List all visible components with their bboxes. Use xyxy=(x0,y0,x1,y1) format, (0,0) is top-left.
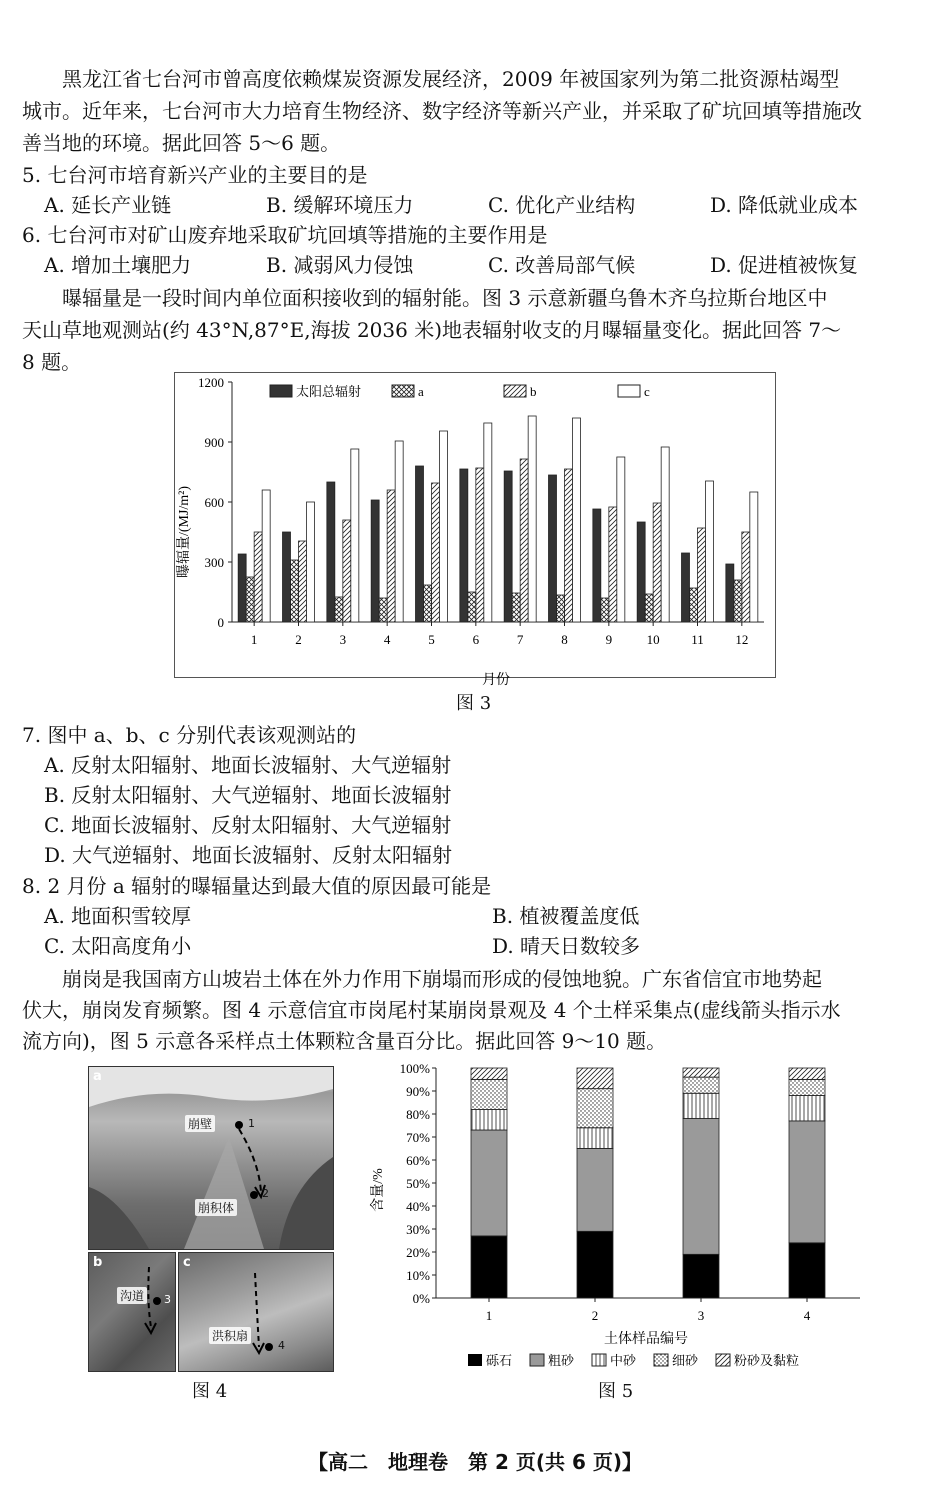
figure-3-chart xyxy=(174,372,776,688)
q6-stem: 6. 七台河市对矿山废弃地采取矿坑回填等措施的主要作用是 xyxy=(22,223,548,247)
fig3-bar-b-4 xyxy=(387,490,395,622)
fig3-y-tick-label: 600 xyxy=(204,495,224,510)
fig3-bar-total-7 xyxy=(504,471,512,622)
fig5-y-tick-label: 50% xyxy=(406,1176,430,1191)
fig4-point-3: 3 xyxy=(164,1293,171,1306)
fig3-bar-c-1 xyxy=(262,490,270,622)
fig3-bar-a-1 xyxy=(246,577,254,622)
passage1-line1: 黑龙江省七台河市曾高度依赖煤炭资源发展经济，2009 年被国家列为第二批资源枯竭型 xyxy=(62,67,840,91)
fig3-x-tick-label: 4 xyxy=(383,632,391,647)
fig3-bar-c-7 xyxy=(528,416,536,622)
fig3-bar-b-8 xyxy=(565,469,573,622)
fig3-x-tick-label: 3 xyxy=(339,632,347,647)
fig3-bar-c-4 xyxy=(395,441,403,622)
fig3-bar-a-3 xyxy=(335,597,343,622)
fig5-y-tick-label: 90% xyxy=(406,1084,430,1099)
fig3-x-tick-label: 5 xyxy=(428,632,435,647)
fig3-bar-b-2 xyxy=(299,541,307,622)
q5-options xyxy=(44,190,932,220)
q8-option-b: B. 植被覆盖度低 xyxy=(492,904,640,928)
fig5-bar-coarse-1 xyxy=(471,1130,507,1236)
fig5-bar-medium-2 xyxy=(577,1128,613,1149)
q6-option-c: C. 改善局部气候 xyxy=(488,253,636,277)
fig3-x-tick-label: 1 xyxy=(250,632,258,647)
fig3-bar-c-2 xyxy=(307,502,315,622)
fig3-bar-a-12 xyxy=(734,580,742,622)
fig4-point-1: 1 xyxy=(248,1117,255,1130)
q5-option-a: A. 延长产业链 xyxy=(44,193,172,217)
fig4-label-deposit: 崩积体 xyxy=(195,1199,237,1216)
fig5-legend-swatch-coarse xyxy=(530,1354,544,1366)
fig4-panel-b-letter: b xyxy=(93,1255,103,1270)
fig3-bar-c-8 xyxy=(573,418,581,622)
fig5-bar-fine-1 xyxy=(471,1080,507,1110)
q6-option-a: A. 增加土壤肥力 xyxy=(44,253,192,277)
fig4-label-gully: 沟道 xyxy=(117,1287,147,1304)
fig5-legend-swatch-fine xyxy=(654,1354,668,1366)
fig3-bar-b-12 xyxy=(742,532,750,622)
fig3-x-tick-label: 12 xyxy=(735,632,749,647)
q7-option-c: C. 地面长波辐射、反射太阳辐射、大气逆辐射 xyxy=(44,813,452,837)
figure-5-chart xyxy=(366,1060,866,1378)
fig3-bar-a-6 xyxy=(468,592,476,622)
q6-option-d: D. 促进植被恢复 xyxy=(710,253,859,277)
fig3-x-tick-label: 9 xyxy=(605,632,613,647)
q5-option-d: D. 降低就业成本 xyxy=(710,193,859,217)
q5-option-b: B. 缓解环境压力 xyxy=(266,193,414,217)
fig3-bar-a-9 xyxy=(601,598,609,622)
fig5-y-tick-label: 80% xyxy=(406,1107,430,1122)
fig3-bar-a-2 xyxy=(291,560,299,622)
fig3-bar-total-12 xyxy=(726,564,734,622)
fig3-bar-b-7 xyxy=(520,459,528,622)
passage2-line1: 曝辐量是一段时间内单位面积接收到的辐射能。图 3 示意新疆乌鲁木齐乌拉斯台地区中 xyxy=(62,286,828,310)
fig3-bar-total-10 xyxy=(637,522,645,622)
fig4-point-2: 2 xyxy=(262,1187,269,1200)
fig3-x-tick-label: 8 xyxy=(561,632,568,647)
fig4-photo-c xyxy=(178,1252,334,1372)
legend-swatch-a xyxy=(392,385,414,397)
q7-option-d: D. 大气逆辐射、地面长波辐射、反射太阳辐射 xyxy=(44,843,453,867)
fig5-y-tick-label: 60% xyxy=(406,1153,430,1168)
fig5-bar-gravel-4 xyxy=(789,1243,825,1298)
q5-option-c: C. 优化产业结构 xyxy=(488,193,636,217)
passage3-line1: 崩岗是我国南方山坡岩土体在外力作用下崩塌而形成的侵蚀地貌。广东省信宜市地势起 xyxy=(62,967,822,991)
fig5-legend-gravel: 砾石 xyxy=(486,1353,513,1368)
fig5-y-tick-label: 30% xyxy=(406,1222,430,1237)
fig3-x-tick-label: 10 xyxy=(646,632,660,647)
fig5-legend-fine: 细砂 xyxy=(672,1353,699,1368)
fig5-x-tick-label: 1 xyxy=(485,1308,493,1323)
fig3-bar-total-8 xyxy=(549,475,557,622)
fig3-y-tick-label: 900 xyxy=(204,435,224,450)
fig5-bar-medium-3 xyxy=(683,1093,719,1118)
fig3-bar-a-11 xyxy=(690,588,698,622)
legend-label-b: b xyxy=(530,384,537,399)
fig5-bar-silt-3 xyxy=(683,1068,719,1077)
fig5-legend-medium: 中砂 xyxy=(610,1353,637,1368)
fig5-y-tick-label: 40% xyxy=(406,1199,430,1214)
fig5-bar-gravel-3 xyxy=(683,1254,719,1298)
figure-4-caption: 图 4 xyxy=(192,1381,228,1402)
fig3-bar-c-10 xyxy=(661,447,669,622)
q8-option-d: D. 晴天日数较多 xyxy=(492,934,641,958)
fig3-bar-c-5 xyxy=(440,431,448,622)
fig5-bar-fine-4 xyxy=(789,1080,825,1096)
fig5-bar-silt-2 xyxy=(577,1068,613,1089)
fig3-bar-c-3 xyxy=(351,449,359,622)
legend-label-a: a xyxy=(418,384,424,399)
passage3-line2: 伏大，崩岗发育频繁。图 4 示意信宜市岗尾村某崩岗景观及 4 个土样采集点(虚线箭头指示水 xyxy=(22,998,841,1022)
fig5-bar-medium-1 xyxy=(471,1109,507,1130)
legend-swatch-c xyxy=(618,385,640,397)
legend-label-c: c xyxy=(644,384,650,399)
fig3-bar-b-1 xyxy=(254,532,262,622)
fig5-bar-coarse-4 xyxy=(789,1121,825,1243)
fig5-y-tick-label: 100% xyxy=(399,1061,430,1076)
fig3-y-tick-label: 0 xyxy=(217,615,224,630)
fig3-bar-total-11 xyxy=(682,553,690,622)
fig3-bar-c-6 xyxy=(484,423,492,622)
page-footer: 【高二 地理卷 第 2 页(共 6 页)】 xyxy=(308,1450,642,1474)
fig3-bar-b-11 xyxy=(698,528,706,622)
passage3-line3: 流方向)，图 5 示意各采样点土体颗粒含量百分比。据此回答 9～10 题。 xyxy=(22,1029,667,1053)
fig4-point-4: 4 xyxy=(278,1339,285,1352)
q8-option-a: A. 地面积雪较厚 xyxy=(44,904,192,928)
fig5-y-tick-label: 70% xyxy=(406,1130,430,1145)
fig5-bar-coarse-2 xyxy=(577,1149,613,1232)
fig3-x-tick-label: 6 xyxy=(472,632,480,647)
fig5-legend-coarse: 粗砂 xyxy=(548,1353,575,1368)
legend-swatch-b xyxy=(504,385,526,397)
fig4-photo-b xyxy=(88,1252,176,1372)
fig3-y-axis-label: 曝辐量/(MJ/m²) xyxy=(177,485,192,579)
fig4-label-wall: 崩壁 xyxy=(185,1115,215,1132)
fig3-bar-b-6 xyxy=(476,468,484,622)
fig5-y-tick-label: 0% xyxy=(412,1291,430,1306)
fig5-legend-swatch-gravel xyxy=(468,1354,482,1366)
fig3-bar-b-3 xyxy=(343,520,351,622)
figure-5-caption: 图 5 xyxy=(598,1381,634,1402)
fig3-bar-total-3 xyxy=(327,482,335,622)
fig5-bar-gravel-2 xyxy=(577,1231,613,1298)
q8-option-c: C. 太阳高度角小 xyxy=(44,934,192,958)
fig5-bar-gravel-1 xyxy=(471,1236,507,1298)
fig5-x-tick-label: 2 xyxy=(591,1308,599,1323)
fig5-bar-silt-1 xyxy=(471,1068,507,1080)
fig5-legend xyxy=(468,1353,799,1368)
fig5-bar-coarse-3 xyxy=(683,1119,719,1255)
fig5-x-axis-label: 土体样品编号 xyxy=(604,1332,688,1347)
fig3-bar-a-8 xyxy=(557,595,565,622)
legend-swatch-total xyxy=(270,385,292,397)
fig4-photo-a xyxy=(88,1066,334,1250)
fig5-bar-fine-3 xyxy=(683,1077,719,1093)
fig3-y-tick-label: 1200 xyxy=(198,375,224,390)
fig4-label-fan: 洪积扇 xyxy=(209,1327,251,1344)
q7-stem: 7. 图中 a、b、c 分别代表该观测站的 xyxy=(22,723,357,747)
fig3-bar-total-2 xyxy=(283,532,291,622)
fig3-y-tick-label: 300 xyxy=(204,555,224,570)
fig5-bar-fine-2 xyxy=(577,1089,613,1128)
fig3-bar-b-5 xyxy=(432,483,440,622)
fig3-x-tick-label: 11 xyxy=(691,632,704,647)
fig3-bar-total-1 xyxy=(238,554,246,622)
fig3-bar-b-10 xyxy=(653,503,661,622)
fig5-y-tick-label: 20% xyxy=(406,1245,430,1260)
fig4-panel-a-letter: a xyxy=(93,1069,102,1084)
q7-option-b: B. 反射太阳辐射、大气逆辐射、地面长波辐射 xyxy=(44,783,452,807)
q8-stem: 8. 2 月份 a 辐射的曝辐量达到最大值的原因最可能是 xyxy=(22,874,492,898)
fig3-bar-total-9 xyxy=(593,509,601,622)
fig3-bar-c-11 xyxy=(706,481,714,622)
fig3-bar-total-5 xyxy=(416,466,424,622)
fig5-y-tick-label: 10% xyxy=(406,1268,430,1283)
fig5-x-tick-label: 3 xyxy=(697,1308,705,1323)
fig3-bar-total-4 xyxy=(371,500,379,622)
fig3-bar-b-9 xyxy=(609,507,617,622)
fig3-x-tick-label: 7 xyxy=(516,632,524,647)
fig3-x-tick-label: 2 xyxy=(295,632,302,647)
fig5-bar-silt-4 xyxy=(789,1068,825,1080)
fig3-bar-a-10 xyxy=(645,594,653,622)
fig5-x-tick-label: 4 xyxy=(803,1308,811,1323)
q6-option-b: B. 减弱风力侵蚀 xyxy=(266,253,414,277)
fig3-bar-a-7 xyxy=(512,593,520,622)
q6-options xyxy=(44,250,932,280)
fig3-bar-total-6 xyxy=(460,469,468,622)
passage2-line3: 8 题。 xyxy=(22,350,82,374)
fig3-bar-c-9 xyxy=(617,457,625,622)
fig3-bar-a-5 xyxy=(424,585,432,622)
figure-3-caption: 图 3 xyxy=(456,693,492,714)
q7-option-a: A. 反射太阳辐射、地面长波辐射、大气逆辐射 xyxy=(44,753,452,777)
passage1-line3: 善当地的环境。据此回答 5～6 题。 xyxy=(22,131,341,155)
fig5-y-axis-label: 含量/% xyxy=(371,1168,386,1212)
fig4-panel-c-letter: c xyxy=(183,1255,191,1270)
fig3-bar-c-12 xyxy=(750,492,758,622)
legend-label-total: 太阳总辐射 xyxy=(296,384,362,399)
fig5-bar-medium-4 xyxy=(789,1096,825,1121)
q5-stem: 5. 七台河市培育新兴产业的主要目的是 xyxy=(22,163,368,187)
fig3-bar-a-4 xyxy=(379,598,387,622)
passage2-line2: 天山草地观测站(约 43°N,87°E,海拔 2036 米)地表辐射收支的月曝辐量变化。据此回答 7～ xyxy=(22,318,842,342)
fig5-legend-silt: 粉砂及黏粒 xyxy=(734,1353,800,1368)
fig5-legend-swatch-medium xyxy=(592,1354,606,1366)
passage1-line2: 城市。近年来，七台河市大力培育生物经济、数字经济等新兴产业，并采取了矿坑回填等措施改 xyxy=(22,99,862,123)
fig5-legend-swatch-silt xyxy=(716,1354,730,1366)
fig3-x-axis-label: 月份 xyxy=(482,673,510,688)
